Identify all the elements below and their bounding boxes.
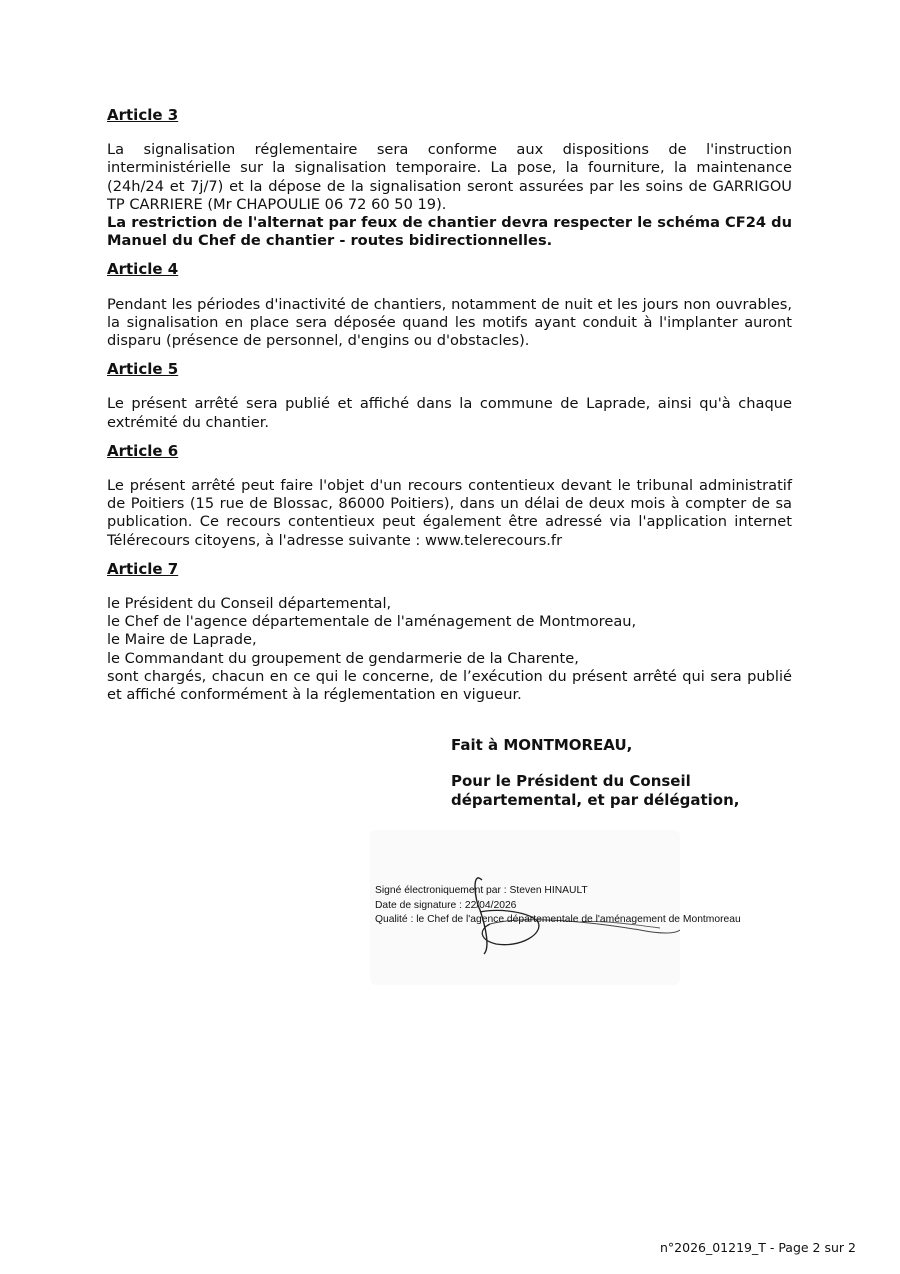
signature-block	[451, 736, 811, 810]
article-3-bold-paragraph: La restriction de l'alternat par feux de chantier devra respecter le schéma CF24 du Manuel du Chef de chantier - routes bidirectionnelles.	[107, 214, 792, 250]
stamp-signer: Signé électroniquement par : Steven HINAULT	[375, 885, 588, 896]
stamp-date: Date de signature : 22/04/2026	[375, 899, 517, 911]
article-6-paragraph: Le présent arrêté peut faire l'objet d'un recours contentieux devant le tribunal administratif de Poitiers (15 rue de Blossac, 86000 Poitiers), dans un délai de deux mois à compter de sa publication. Ce recours contentieux peut également être adressé via l'application internet Télérecours citoyens, à l'adresse suivante : www.telerecours.fr	[107, 477, 792, 549]
article-4-heading: Article 4	[107, 260, 179, 279]
document-body	[107, 106, 792, 714]
stamp-text	[375, 884, 765, 928]
article-7-heading: Article 7	[107, 559, 179, 578]
signature-authority-line-2: départemental, et par délégation,	[451, 791, 740, 809]
electronic-signature-stamp	[370, 830, 741, 990]
recipient-line: le Maire de Laprade,	[107, 631, 257, 649]
stamp-quality: Qualité : le Chef de l'agence départementale de l'aménagement de Montmoreau	[375, 914, 741, 925]
recipient-line: le Président du Conseil départemental,	[107, 595, 392, 613]
signature-place: Fait à MONTMOREAU,	[451, 736, 633, 754]
article-5-paragraph: Le présent arrêté sera publié et affiché dans la commune de Laprade, ainsi qu'à chaque extrémité du chantier.	[107, 395, 792, 431]
article-3-heading: Article 3	[107, 106, 179, 124]
article-5-heading: Article 5	[107, 360, 179, 379]
page-footer: n°2026_01219_T - Page 2 sur 2	[659, 1240, 856, 1255]
signature-authority-line-1: Pour le Président du Conseil	[451, 772, 691, 790]
article-7-closing: sont chargés, chacun en ce qui le concerne, de l’exécution du présent arrêté qui sera publié et affiché conformément à la réglementation en vigueur.	[107, 667, 792, 704]
article-4-paragraph: Pendant les périodes d'inactivité de chantiers, notamment de nuit et les jours non ouvrables, la signalisation en place sera déposée quand les motifs ayant conduit à l'implanter auront disparu (présence de personnel, d'engins ou d'obstacles).	[107, 295, 792, 350]
recipient-line: le Commandant du groupement de gendarmerie de la Charente,	[107, 649, 579, 667]
article-3-paragraph: La signalisation réglementaire sera conforme aux dispositions de l'instruction interministérielle sur la signalisation temporaire. La pose, la fourniture, la maintenance (24h/24 et 7j/7) et la dépose de la signalisation seront assurées par les soins de GARRIGOU TP CARRIERE (Mr CHAPOULIE 06 72 60 50 19).	[107, 141, 792, 213]
article-6-heading: Article 6	[107, 441, 179, 460]
recipient-line: le Chef de l'agence départementale de l'aménagement de Montmoreau,	[107, 613, 637, 631]
